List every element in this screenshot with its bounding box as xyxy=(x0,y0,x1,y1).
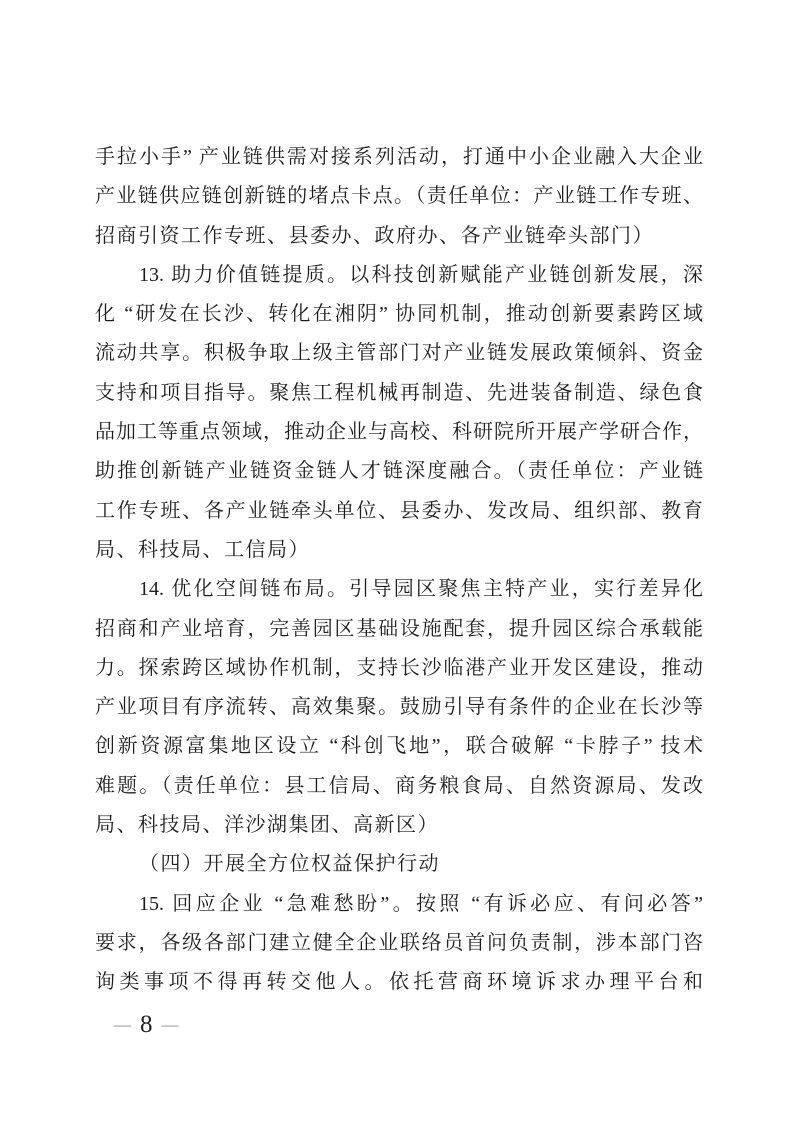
text-line: 化 “研发在长沙、转化在湘阴” 协同机制，推动创新要素跨区域 xyxy=(95,303,703,326)
text-line: 15. 回应企业 “急难愁盼”。按照 “有诉必应、有问必答” xyxy=(139,892,703,915)
section-heading-4 xyxy=(95,845,703,884)
page-footer xyxy=(114,1012,179,1037)
text-line: 局、科技局、工信局） xyxy=(95,538,310,561)
text-line: 难题。（责任单位：县工信局、商务粮食局、自然资源局、发改 xyxy=(95,774,703,797)
text-line: 助推创新链产业链资金链人才链深度融合。（责任单位：产业链 xyxy=(95,460,703,483)
para-item-14 xyxy=(95,570,703,845)
document-body xyxy=(95,138,703,1003)
page-number: 8 xyxy=(140,1011,153,1038)
text-line: 产业链供应链创新链的堵点卡点。（责任单位：产业链工作专班、 xyxy=(95,185,703,208)
para-item-13 xyxy=(95,256,703,570)
text-line: 支持和项目指导。聚焦工程机械再制造、先进装备制造、绿色食 xyxy=(95,381,703,404)
text-line: 力。探索跨区域协作机制，支持长沙临港产业开发区建设，推动 xyxy=(95,656,703,679)
text-line: 招商和产业培育，完善园区基础设施配套，提升园区综合承载能 xyxy=(95,617,703,640)
footer-dash-right: — xyxy=(161,1015,179,1034)
text-line: 招商引资工作专班、县委办、政府办、各产业链牵头部门） xyxy=(95,224,654,247)
text-line: 创新资源富集地区设立 “科创飞地”，联合破解 “卡脖子” 技术 xyxy=(95,735,703,758)
text-line: 品加工等重点领域，推动企业与高校、科研院所开展产学研合作， xyxy=(95,421,703,444)
text-line: 要求，各级各部门建立健全企业联络员首问负责制，涉本部门咨 xyxy=(95,931,703,954)
text-line: （四）开展全方位权益保护行动 xyxy=(139,853,440,876)
text-line: 工作专班、各产业链牵头单位、县委办、发改局、组织部、教育 xyxy=(95,499,703,522)
text-line: 手拉小手” 产业链供需对接系列活动，打通中小企业融入大企业 xyxy=(95,146,703,168)
text-line: 询类事项不得再转交他人。依托营商环境诉求办理平台和 xyxy=(95,971,703,994)
para-continuation-12 xyxy=(95,138,703,256)
text-line: 14. 优化空间链布局。引导园区聚焦主特产业，实行差异化 xyxy=(139,578,703,601)
text-line: 13. 助力价值链提质。以科技创新赋能产业链创新发展，深 xyxy=(139,263,703,286)
text-line: 流动共享。积极争取上级主管部门对产业链发展政策倾斜、资金 xyxy=(95,342,703,365)
text-line: 局、科技局、洋沙湖集团、高新区） xyxy=(95,814,439,837)
text-line: 产业项目有序流转、高效集聚。鼓励引导有条件的企业在长沙等 xyxy=(95,696,703,719)
para-item-15 xyxy=(95,885,703,1003)
footer-dash-left: — xyxy=(114,1015,131,1034)
